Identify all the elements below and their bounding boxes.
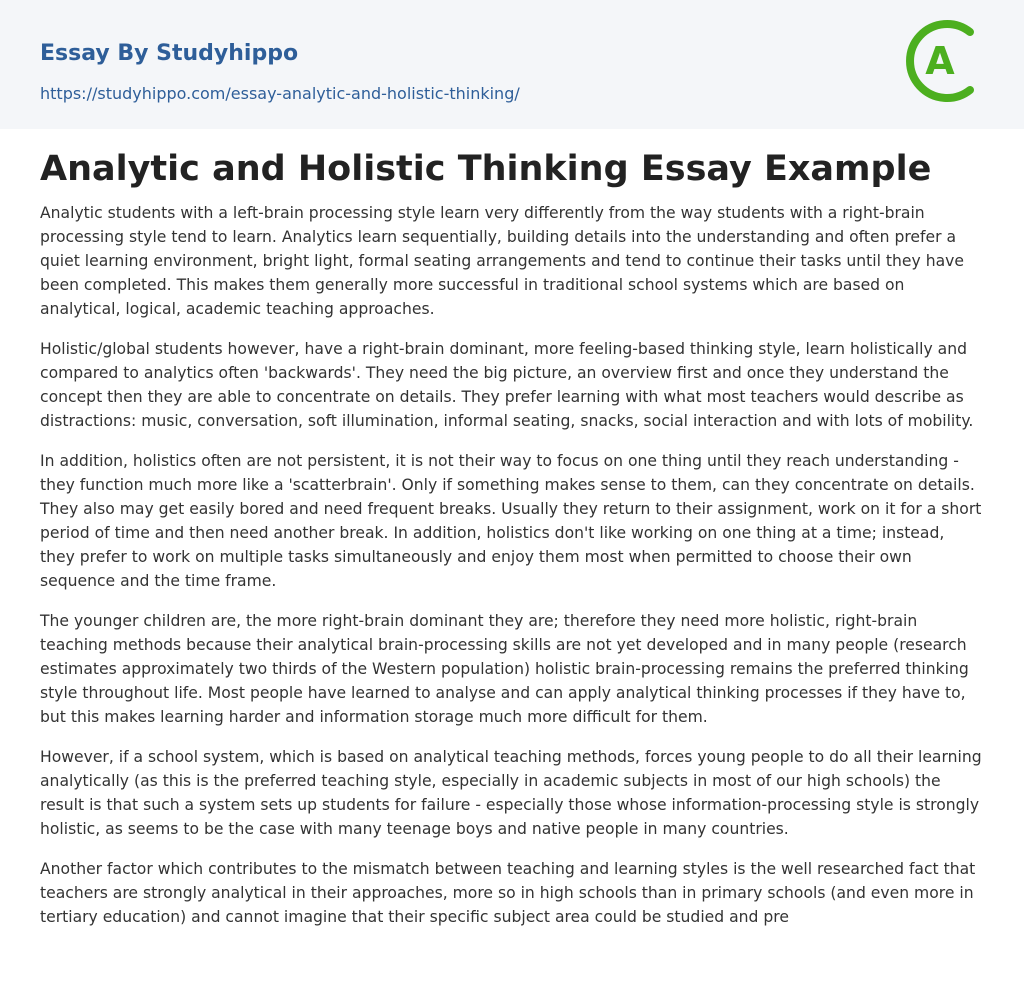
article — [0, 129, 1024, 929]
essay-paragraph: However, if a school system, which is based on analytical teaching methods, forces young people to do all their learning analytically (as this is the preferred teaching style, especially in academic subjects in most of our high schools) the result is that such a system sets up students for failure - especially those whose information-processing style is strongly holistic, as seems to be the case with many teenage boys and native people in many countries. — [40, 748, 982, 838]
logo-letter: A — [925, 39, 955, 83]
essay-paragraph: The younger children are, the more right-brain dominant they are; therefore they need more holistic, right-brain teaching methods because their analytical brain-processing skills are not yet developed and in many people (research estimates approximately two thirds of the Western population) holistic brain-processing remains the preferred thinking style throughout life. Most people have learned to analyse and can apply analytical thinking processes if they have to, but this makes learning harder and information storage much more difficult for them. — [40, 612, 969, 726]
page-url-link[interactable]: https://studyhippo.com/essay-analytic-and-holistic-thinking/ — [40, 84, 520, 103]
green-ring-logo-icon[interactable] — [906, 16, 990, 106]
essay-paragraph: In addition, holistics often are not persistent, it is not their way to focus on one thing until they reach understanding - they function much more like a 'scatterbrain'. Only if something makes sense to them, can they concentrate on details. They also may get easily bored and need frequent breaks. Usually they return to their assignment, work on it for a short period of time and then need another break. In addition, holistics don't like working on one thing at a time; instead, they prefer to work on multiple tasks simultaneously and enjoy them most when permitted to choose their own sequence and the time frame. — [40, 452, 982, 590]
essay-paragraph: Analytic students with a left-brain processing style learn very differently from the way students with a right-brain processing style tend to learn. Analytics learn sequentially, building details into the understanding and often prefer a quiet learning environment, bright light, formal seating arrangements and tend to continue their tasks until they have been completed. This makes them generally more successful in traditional school systems which are based on analytical, logical, academic teaching approaches. — [40, 204, 964, 318]
site-brand[interactable]: Essay By Studyhippo — [40, 41, 299, 66]
page-header — [0, 0, 1024, 129]
essay-paragraph: Another factor which contributes to the mismatch between teaching and learning styles is the well researched fact that teachers are strongly analytical in their approaches, more so in high schools than in primary schools (and even more in tertiary education) and cannot imagine that their specific subject area could be studied and pre — [40, 860, 976, 926]
page-title: Analytic and Holistic Thinking Essay Example — [40, 149, 932, 189]
essay-paragraph: Holistic/global students however, have a right-brain dominant, more feeling-based thinking style, learn holistically and compared to analytics often 'backwards'. They need the big picture, an overview first and once they understand the concept then they are able to concentrate on details. They prefer learning with what most teachers would describe as distractions: music, conversation, soft illumination, informal seating, snacks, social interaction and with lots of mobility. — [40, 340, 974, 430]
